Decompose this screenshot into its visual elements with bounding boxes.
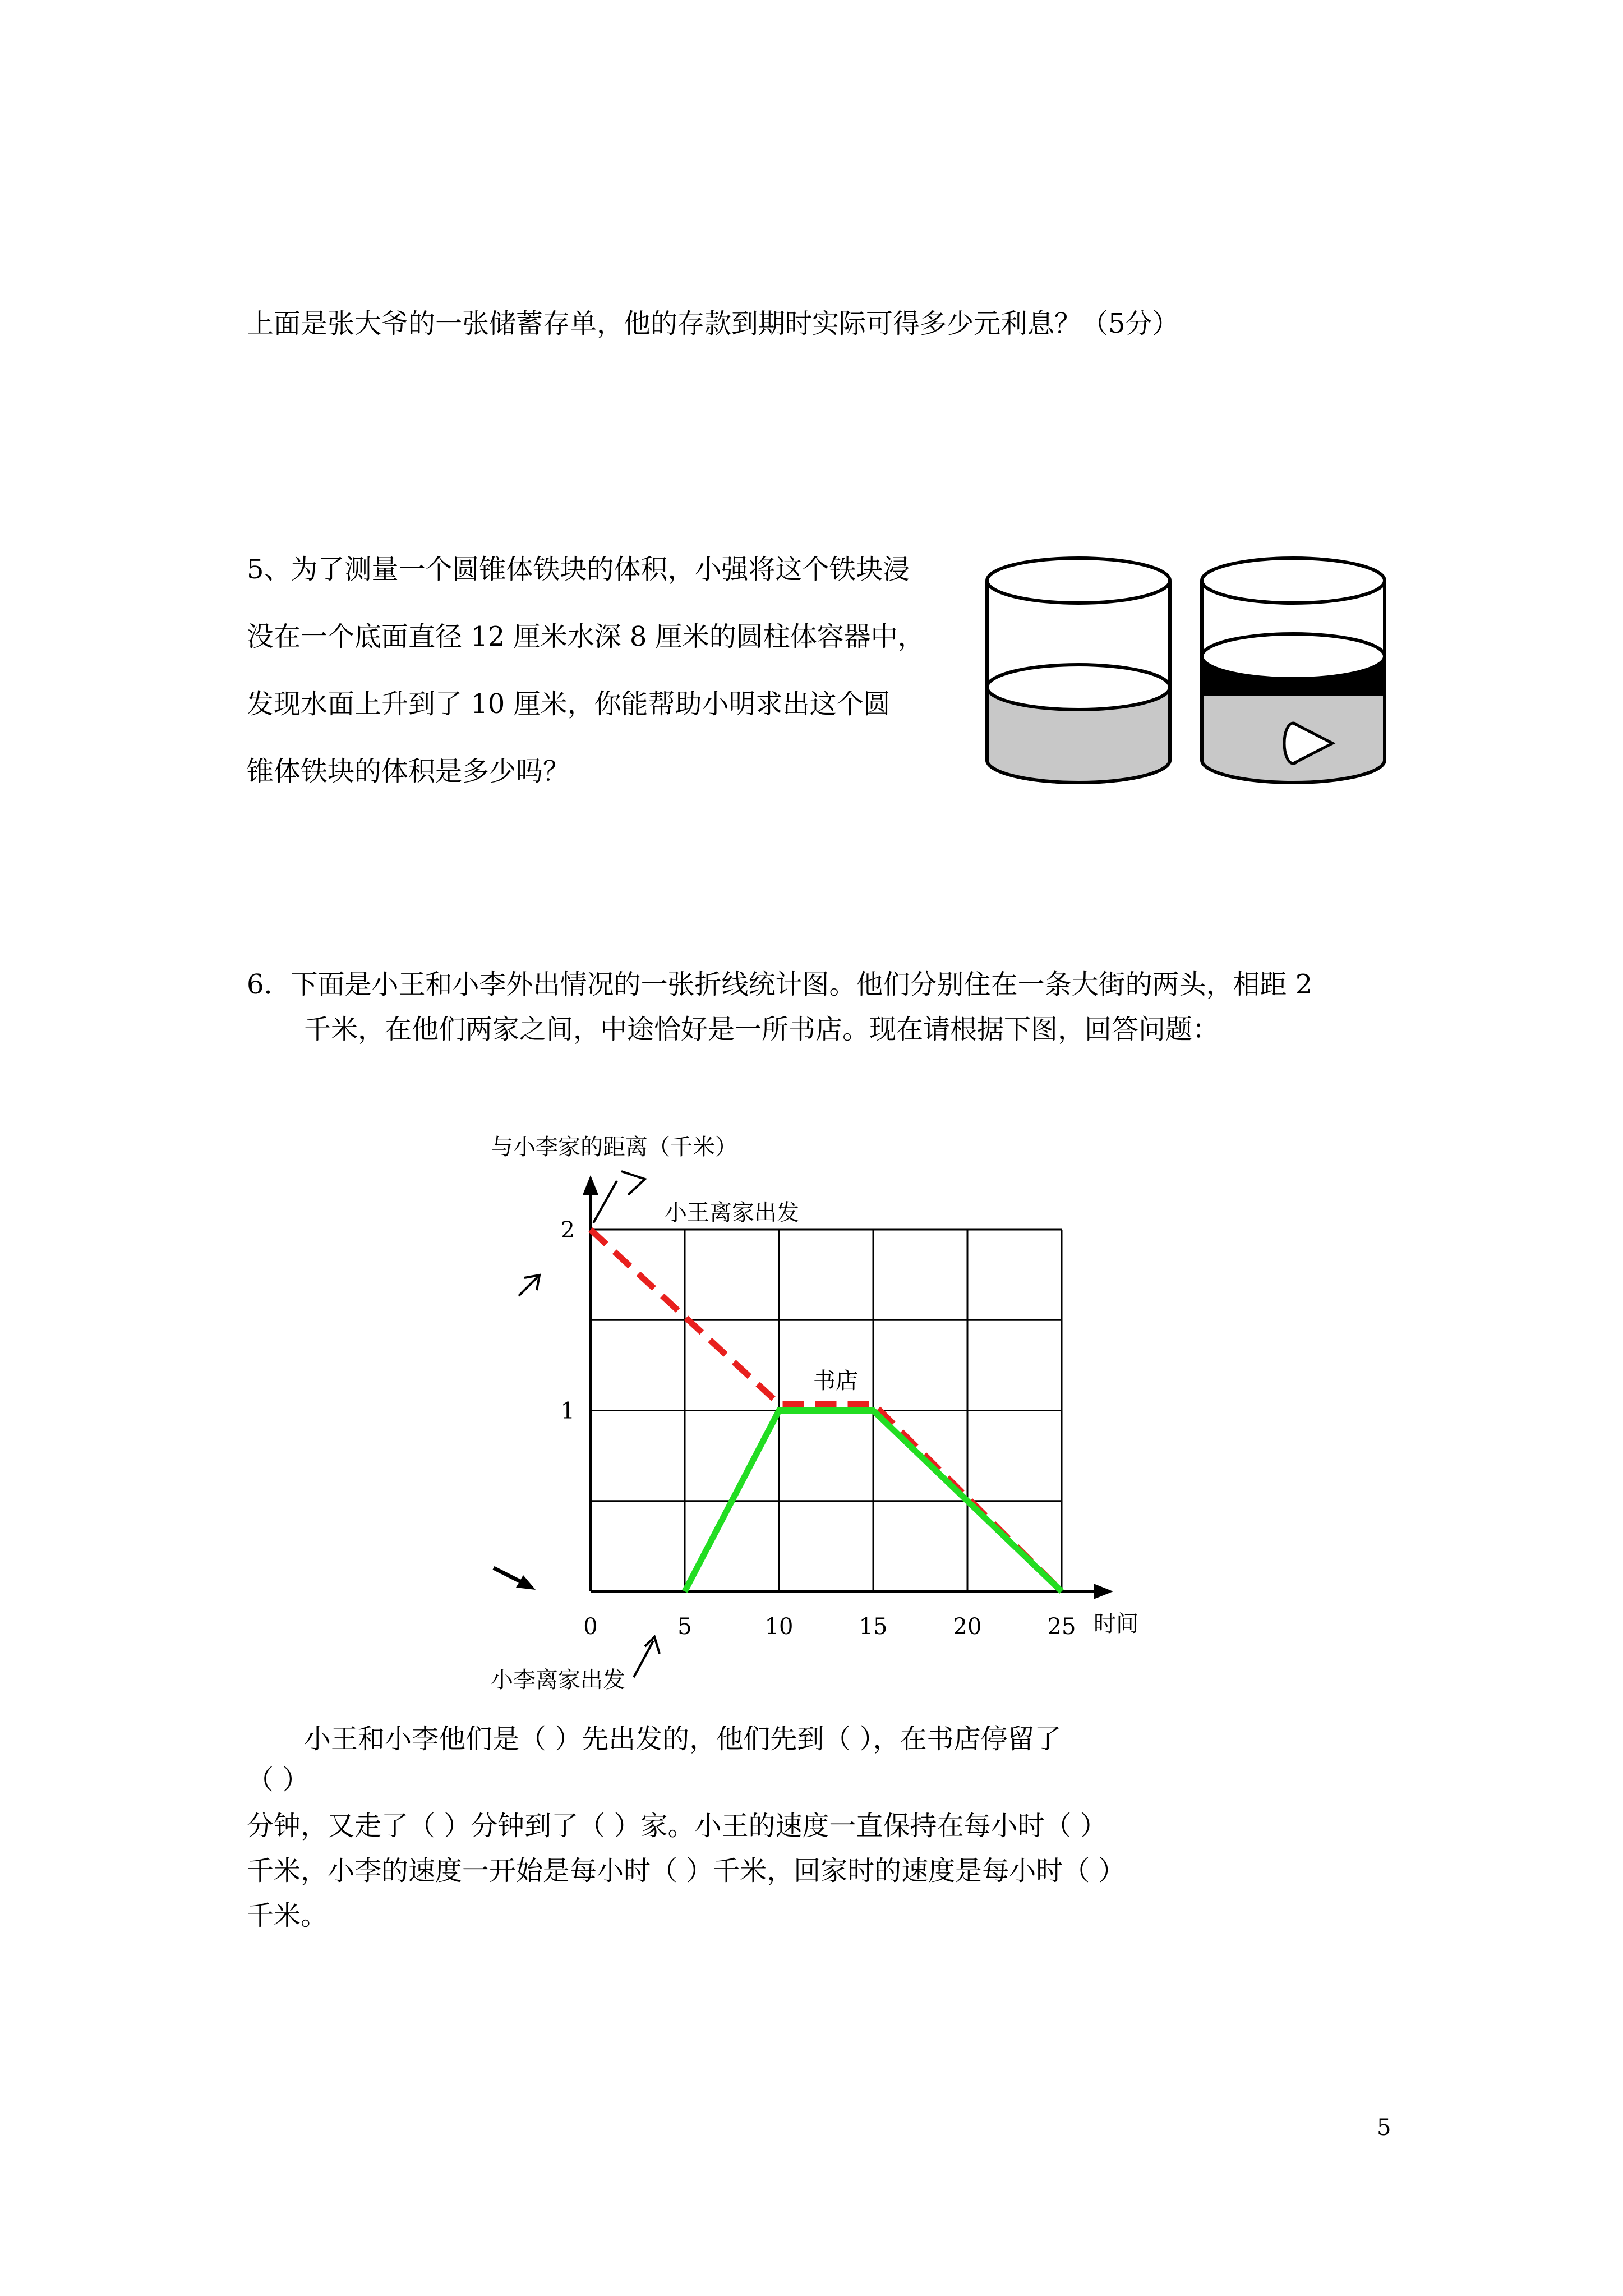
x-tick-label: 10 (764, 1614, 794, 1640)
series-line-wang (591, 1230, 1062, 1591)
q6-answer-line-5: 千米。 (247, 1900, 328, 1931)
x-tick-label: 25 (1047, 1614, 1076, 1640)
annotation-bookstore: 书店 (813, 1368, 858, 1394)
diagonal-arrow-icon (519, 1276, 538, 1296)
y-tick-label: 2 (560, 1217, 575, 1243)
series-line-li (685, 1411, 1062, 1592)
q5-line-2: 没在一个底面直径 12 厘米水深 8 厘米的圆柱体容器中， (247, 621, 925, 652)
q5-line-1: 5、为了测量一个圆锥体铁块的体积，小强将这个铁块浸 (247, 554, 910, 585)
cylinder-after (1202, 558, 1385, 783)
diagonal-arrow-icon (494, 1568, 530, 1586)
diagonal-arrow-icon (593, 1181, 617, 1223)
chart-ylabel: 与小李家的距离（千米） (491, 1134, 737, 1160)
q6-line-1: 6．下面是小王和小李外出情况的一张折线统计图。他们分别住在一条大街的两头，相距 2 (247, 969, 1313, 1000)
y-axis-arrow (583, 1175, 598, 1195)
chart-ticks (561, 1217, 1076, 1640)
q6-answer-line-4: 千米，小李的速度一开始是每小时（ ）千米，回家时的速度是每小时（ ） (247, 1855, 1126, 1887)
arrow-head-icon (621, 1171, 645, 1195)
x-axis-arrow (1094, 1584, 1113, 1599)
arrow-head-icon (516, 1575, 536, 1590)
q5-line-4: 锥体铁块的体积是多少吗？ (247, 756, 570, 787)
x-tick-label: 5 (677, 1614, 692, 1640)
q6-answer-line-2: （ ） (247, 1764, 310, 1796)
cone-icon (1284, 723, 1332, 763)
chart-grid (591, 1230, 1062, 1591)
arrow-head-icon (524, 1275, 540, 1290)
q4-text: 上面是张大爷的一张储蓄存单，他的存款到期时实际可得多少元利息？（5分） (247, 308, 1179, 339)
diagonal-arrow-icon (634, 1641, 653, 1677)
x-tick-label: 20 (953, 1614, 982, 1640)
arrow-head-icon (645, 1637, 660, 1654)
q5-line-3: 发现水面上升到了 10 厘米，你能帮助小明求出这个圆 (247, 688, 891, 720)
annotation-wang-start: 小王离家出发 (665, 1200, 799, 1226)
y-tick-label: 1 (560, 1398, 575, 1424)
annotation-li-start: 小李离家出发 (491, 1667, 625, 1693)
x-tick-label: 15 (859, 1614, 888, 1640)
chart-xlabel: 时间 (1094, 1611, 1138, 1637)
chart-decor (494, 1171, 660, 1677)
x-tick-label: 0 (583, 1614, 598, 1640)
page-number: 5 (1377, 2115, 1391, 2141)
q6-answer-line-3: 分钟，又走了（ ）分钟到了（ ）家。小王的速度一直保持在每小时（ ） (247, 1810, 1107, 1842)
cylinder-before (987, 558, 1170, 783)
q6-line-2: 千米，在他们两家之间，中途恰好是一所书店。现在请根据下图，回答问题： (304, 1014, 1220, 1045)
chart-series (591, 1230, 1062, 1591)
q6-answer-line-1: 小王和小李他们是（ ）先出发的，他们先到（ ），在书店停留了 (304, 1723, 1062, 1755)
